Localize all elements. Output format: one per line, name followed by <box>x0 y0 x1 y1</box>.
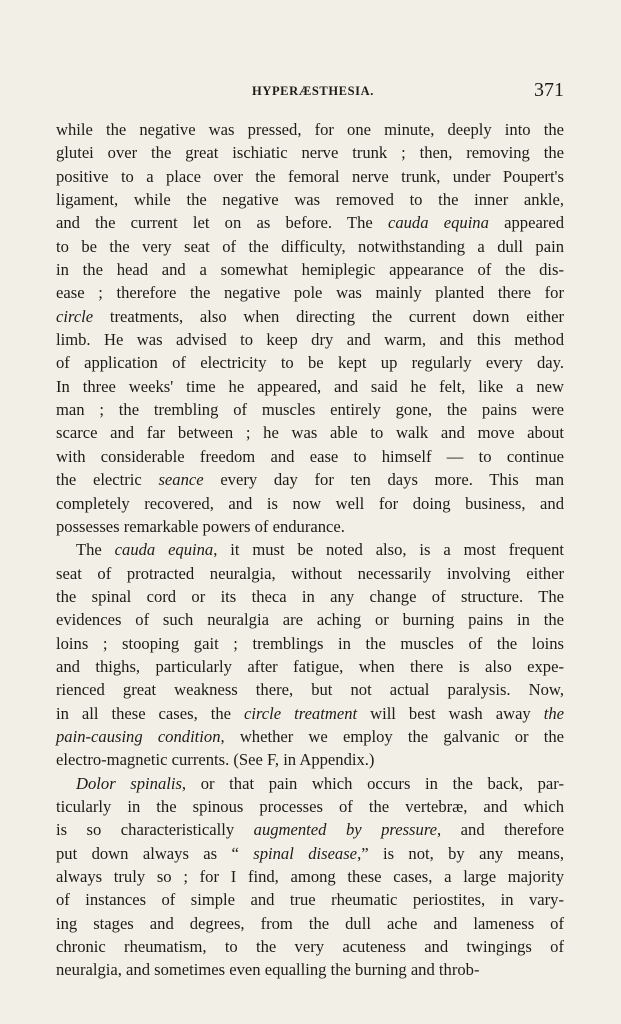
italic-run: cauda equina <box>114 540 214 560</box>
italic-run: spinal disease <box>253 843 358 863</box>
text-run: loins ; stooping gait ; tremblings in the muscles of the loins <box>56 633 564 653</box>
text-line <box>56 375 564 398</box>
text-line <box>56 468 564 491</box>
page-number: 371 <box>534 79 564 101</box>
text-line <box>56 655 564 678</box>
text-run: appeared <box>488 213 564 233</box>
text-run: of application of electricity to be kept up regularly every day. <box>56 353 564 373</box>
text-line <box>56 118 564 141</box>
text-run: possesses remarkable powers of endurance. <box>56 516 345 536</box>
text-line <box>56 842 564 865</box>
text-line <box>56 888 564 911</box>
italic-run: circle treatment <box>243 703 358 723</box>
text-run: In three weeks' time he appeared, and said he felt, like a new <box>56 376 564 396</box>
text-line <box>56 165 564 188</box>
text-line <box>56 421 564 444</box>
text-run: rienced great weakness there, but not actual paralysis. Now, <box>56 680 564 700</box>
text-line <box>56 328 564 351</box>
text-line <box>56 258 564 281</box>
text-run: put down always as “ <box>56 843 254 863</box>
text-line <box>56 818 564 841</box>
text-run: man ; the trembling of muscles entirely gone, the pains were <box>56 400 564 420</box>
text-run: always truly so ; for I find, among these cases, a large majority <box>56 867 564 886</box>
text-run: , whether we employ the galvanic or the <box>220 726 564 746</box>
text-run: with considerable freedom and ease to himself — to continue <box>56 446 564 466</box>
text-run: ticularly in the spinous processes of the vertebræ, and which <box>56 796 564 816</box>
text-line <box>56 281 564 304</box>
text-run: is so characteristically <box>56 820 254 840</box>
italic-run: the <box>543 703 564 723</box>
text-run: positive to a place over the femoral nerve trunk, under Poupert's <box>56 166 564 186</box>
running-head <box>0 80 621 104</box>
text-run: completely recovered, and is now well for doing business, and <box>56 493 564 513</box>
text-line <box>56 585 564 608</box>
text-run: , it must be noted also, is a most frequent <box>213 540 564 560</box>
text-run: while the negative was pressed, for one minute, deeply into the <box>56 120 564 139</box>
text-line <box>56 188 564 211</box>
text-line <box>56 912 564 935</box>
text-line <box>56 748 564 771</box>
text-line <box>56 795 564 818</box>
text-line <box>56 958 564 981</box>
text-run: evidences of such neuralgia are aching or burning pains in the <box>56 610 564 630</box>
text-run: ligament, while the negative was removed to the inner ankle, <box>56 190 564 210</box>
text-line <box>56 235 564 258</box>
text-run: the spinal cord or its theca in any change of structure. The <box>56 586 564 606</box>
italic-run: seance <box>158 470 204 490</box>
italic-run: augmented by pressure <box>253 820 438 840</box>
text-run: in all these cases, the <box>56 703 244 723</box>
text-line <box>56 562 564 585</box>
text-run: scarce and far between ; he was able to walk and move about <box>56 423 564 443</box>
italic-run: circle <box>56 306 94 326</box>
text-line <box>56 445 564 468</box>
text-line <box>56 725 564 748</box>
text-line <box>56 608 564 631</box>
text-run: glutei over the great ischiatic nerve trunk ; then, removing the <box>56 143 564 163</box>
text-run: will best wash away <box>357 703 544 723</box>
text-line <box>56 772 564 795</box>
body-text <box>56 118 564 982</box>
text-line <box>56 865 564 888</box>
text-run: to be the very seat of the difficulty, notwithstanding a dull pain <box>56 236 564 256</box>
italic-run: pain-causing condition <box>56 726 221 746</box>
text-run: , and therefore <box>437 820 565 840</box>
running-title: HYPERÆSTHESIA. <box>252 84 374 98</box>
text-line <box>56 702 564 725</box>
text-run: and thighs, particularly after fatigue, when there is also expe- <box>56 656 564 676</box>
text-line <box>56 492 564 515</box>
text-run: ,” is not, by any means, <box>357 843 564 863</box>
text-line <box>56 305 564 328</box>
text-line <box>56 211 564 234</box>
text-run: ease ; therefore the negative pole was mainly planted there for <box>56 283 564 303</box>
text-run: the electric <box>56 470 159 490</box>
text-run: , or that pain which occurs in the back, par- <box>181 773 564 793</box>
text-run: in the head and a somewhat hemiplegic appearance of the dis- <box>56 260 564 280</box>
text-run: of instances of simple and true rheumatic periostites, in vary- <box>56 890 564 910</box>
text-run: treatments, also when directing the current down either <box>93 306 564 326</box>
text-run: and the current let on as before. The <box>56 213 388 233</box>
text-line <box>56 678 564 701</box>
text-line <box>56 351 564 374</box>
text-line <box>56 141 564 164</box>
text-run: neuralgia, and sometimes even equalling the burning and throb- <box>56 960 480 980</box>
text-run: seat of protracted neuralgia, without necessarily involving either <box>56 563 564 583</box>
italic-run: Dolor spinalis <box>76 773 182 793</box>
text-run: limb. He was advised to keep dry and warm, and this method <box>56 330 564 350</box>
text-line <box>56 538 564 561</box>
text-run: ing stages and degrees, from the dull ache and lameness of <box>56 913 564 933</box>
italic-run: cauda equina <box>387 213 489 233</box>
text-line <box>56 632 564 655</box>
text-run: chronic rheumatism, to the very acuteness and twingings of <box>56 937 564 957</box>
text-run: electro-magnetic currents. (See F, in Appendix.) <box>56 750 375 770</box>
text-line <box>56 935 564 958</box>
text-line <box>56 515 564 538</box>
text-run: every day for ten days more. This man <box>203 470 564 490</box>
text-line <box>56 398 564 421</box>
text-run: The <box>76 540 115 560</box>
